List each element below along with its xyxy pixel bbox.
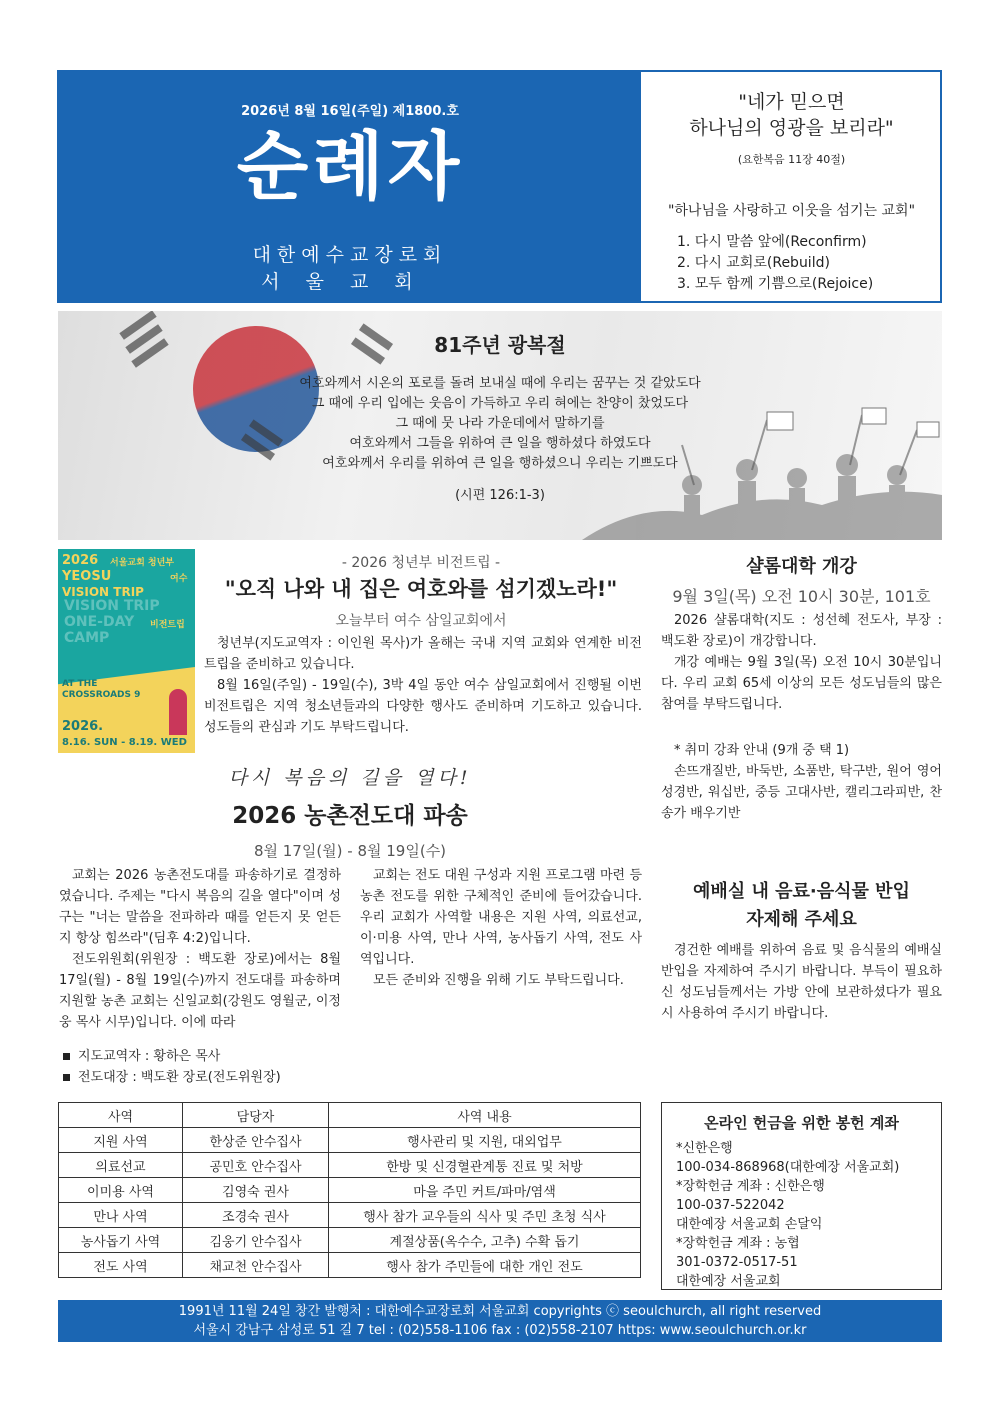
article-paragraph: 모든 준비와 진행을 위해 기도 부탁드립니다.: [373, 973, 624, 988]
list-item-text: 전도대장 : 백도환 장로(전도위원장): [78, 1070, 281, 1085]
article-paragraph: 개강 예배는 9월 3일(목) 오전 10시 30분입니다. 우리 교회 65세 이상의 모든 성도님들의 많은 참여를 부탁드립니다.: [661, 655, 942, 712]
table-row: [59, 1178, 641, 1203]
account-line: 301-0372-0517-51: [676, 1255, 798, 1270]
psalm-line: 여호와께서 그들을 위하여 큰 일을 행하셨다 하였도다: [349, 436, 651, 451]
table-header-cell: 담당자: [183, 1103, 329, 1128]
article-paragraph: 2026 샬롬대학(지도 : 성선혜 전도사, 부장 : 백도환 장로)이 개강합니다.: [661, 613, 942, 649]
psalm-line: 그 때에 우리 입에는 웃음이 가득하고 우리 혀에는 찬양이 찼었도다: [311, 396, 689, 411]
shalom-body: [661, 610, 942, 715]
poster-yeosu-ko: 여수: [170, 574, 188, 584]
theme-verse-reference: (요한복음 11장 40절): [737, 153, 846, 166]
article-paragraph: 교회는 2026 농촌전도대를 파송하기로 결정하였습니다. 주제는 "다시 복음의 길을 열다"이며 성구는 "너는 말씀을 전파하라 때를 얻든지 못 얻든지 항상 힘쓰라"(딤후 4:2)입니다.: [59, 868, 341, 946]
table-cell: 김영숙 권사: [183, 1178, 329, 1203]
poster-trip-ko: 비전트립: [150, 620, 185, 630]
account-line: 100-037-522042: [676, 1198, 785, 1213]
list-item: [63, 1046, 281, 1067]
table-row: [59, 1203, 641, 1228]
article-paragraph: 경건한 예배를 위하여 음료 및 음식물의 예배실 반입을 자제하여 주시기 바랍니다. 부득이 필요하신 성도님들께서는 가방 안에 보관하셨다가 필요시 사용하여 주시기 바랍니다.: [661, 943, 942, 1021]
poster-org: 서울교회 청년부: [110, 558, 174, 568]
notice-title-line: 예배실 내 음료·음식물 반입: [693, 881, 910, 902]
table-cell: 조경숙 권사: [183, 1203, 329, 1228]
list-item: [63, 1067, 281, 1088]
offering-account-box: [661, 1102, 942, 1290]
liberation-day-banner: [58, 311, 942, 540]
mission-leaders-list: [63, 1046, 281, 1088]
goal-item: 2. 다시 교회로(Rebuild): [677, 255, 830, 271]
table-cell: 채교천 안수집사: [183, 1253, 329, 1278]
hobby-title: * 취미 강좌 안내 (9개 중 택 1): [674, 743, 850, 758]
vision-trip-title: "오직 나와 내 집은 여호와를 섬기겠노라!": [224, 577, 618, 601]
poster-trip-en: VISION TRIP: [62, 585, 144, 599]
theme-verse-line2: 하나님의 영광을 보리라": [689, 116, 894, 139]
poster-crossroads: CROSSROADS 9: [62, 690, 141, 700]
poster-yeosu-en: YEOSU: [62, 569, 112, 584]
footer-publisher: 1991년 11월 24일 창간 발행처 : 대한예수교장로회 서울교회 copyrights ⓒ seoulchurch, all right reserved: [178, 1304, 822, 1319]
article-paragraph: 교회는 전도 대원 구성과 지원 프로그램 마련 등 농촌 전도를 위한 구체적인 준비에 들어갔습니다. 우리 교회가 사역할 내용은 지원 사역, 의료선교, 이·미용 사역, 만나 사역, 농사돕기 사역, 전도 사역입니다.: [360, 868, 642, 967]
table-cell: 농사돕기 사역: [59, 1228, 183, 1253]
account-title: 온라인 헌금을 위한 봉헌 계좌: [704, 1114, 899, 1132]
poster-ghost-text: VISION TRIP: [64, 598, 160, 614]
banner-title: 81주년 광복절: [434, 333, 566, 357]
table-header-row: [59, 1103, 641, 1128]
table-cell: 지원 사역: [59, 1128, 183, 1153]
bullet-square-icon: [63, 1074, 70, 1081]
notice-title: [661, 878, 942, 934]
table-cell: 한방 및 신경혈관계통 진료 및 처방: [329, 1153, 641, 1178]
table-cell: 마을 주민 커트/파마/염색: [329, 1178, 641, 1203]
account-line: 대한예장 서울교회: [676, 1274, 781, 1289]
poster-dates: 8.16. SUN - 8.19. WED: [62, 737, 187, 748]
shalom-hobby-section: [661, 740, 942, 824]
psalm-text: [58, 374, 942, 474]
church-goals: [677, 232, 873, 295]
mission-column-2: [360, 865, 642, 991]
vision-trip-kicker: - 2026 청년부 비전트립 -: [341, 555, 501, 571]
table-cell: 전도 사역: [59, 1253, 183, 1278]
account-line: 100-034-868968(대한예장 서울교회): [676, 1160, 900, 1175]
psalm-line: 여호와께서 우리를 위하여 큰 일을 행하셨으니 우리는 기쁘도다: [322, 456, 678, 471]
account-line: 대한예장 서울교회 손달익: [676, 1217, 823, 1232]
account-lines: [676, 1139, 899, 1291]
table-cell: 한상준 안수집사: [183, 1128, 329, 1153]
footer: [58, 1300, 942, 1342]
notice-body: [661, 940, 942, 1024]
denomination-name: 대한예수교장로회: [252, 244, 448, 266]
church-motto: "하나님을 사랑하고 이웃을 섬기는 교회": [667, 203, 916, 219]
vision-trip-body: [204, 633, 642, 738]
table-row: [59, 1253, 641, 1278]
masthead: [57, 70, 942, 303]
mission-roles-table: [58, 1102, 641, 1278]
bullet-square-icon: [63, 1053, 70, 1060]
issue-date: 2026년 8월 16일(주일) 제1800.호: [241, 104, 459, 119]
mission-slogan: 다시 복음의 길을 열다!: [228, 767, 472, 789]
table-cell: 공민호 안수집사: [183, 1153, 329, 1178]
poster-crossroads: AT THE: [62, 679, 98, 689]
mission-title: 2026 농촌전도대 파송: [232, 803, 468, 829]
goal-item: 3. 모두 함께 기쁨으로(Rejoice): [677, 276, 874, 292]
account-line: *신한은행: [676, 1141, 733, 1156]
vision-trip-subtitle: 오늘부터 여수 삼일교회에서: [335, 613, 507, 629]
table-cell: 행사 참가 교우들의 식사 및 주민 초청 식사: [329, 1203, 641, 1228]
psalm-line: 그 때에 뭇 나라 가운데에서 말하기를: [395, 416, 605, 431]
table-row: [59, 1153, 641, 1178]
masthead-verse-panel: [643, 72, 940, 301]
vision-trip-poster: [58, 549, 195, 753]
psalm-line: 여호와께서 시온의 포로를 돌려 보내실 때에 우리는 꿈꾸는 것 같았도다: [299, 376, 701, 391]
table-row: [59, 1128, 641, 1153]
poster-tower-graphic: [169, 689, 187, 735]
table-cell: 행사관리 및 지원, 대외업무: [329, 1128, 641, 1153]
table-cell: 의료선교: [59, 1153, 183, 1178]
table-cell: 만나 사역: [59, 1203, 183, 1228]
poster-year: 2026: [62, 553, 99, 568]
church-name: 서울교회: [261, 271, 439, 293]
table-cell: 이미용 사역: [59, 1178, 183, 1203]
poster-year2: 2026.: [62, 719, 104, 734]
mission-column-1: [59, 865, 341, 1033]
footer-address: 서울시 강남구 삼성로 51 길 7 tel : (02)558-1106 fax : (02)558-2107 https: www.seoulchurch.or.kr: [193, 1323, 807, 1338]
article-paragraph: 청년부(지도교역자 : 이인원 목사)가 올해는 국내 지역 교회와 연계한 비전트립을 준비하고 있습니다.: [204, 636, 642, 672]
theme-verse-line1: "네가 믿으면: [738, 91, 845, 113]
mission-dates: 8월 17일(월) - 8월 19일(수): [253, 842, 447, 860]
table-cell: 김웅기 안수집사: [183, 1228, 329, 1253]
goal-item: 1. 다시 말씀 앞에(Reconfirm): [677, 234, 867, 250]
account-line: *장학헌금 계좌 : 신한은행: [676, 1179, 825, 1194]
notice-title-line: 자제해 주세요: [746, 909, 857, 930]
masthead-title-panel: [59, 72, 641, 301]
poster-ghost-text: CAMP: [64, 630, 110, 646]
account-line: *장학헌금 계좌 : 농협: [676, 1236, 800, 1251]
table-row: [59, 1228, 641, 1253]
table-header-cell: 사역 내용: [329, 1103, 641, 1128]
shalom-title: 샬롬대학 개강: [746, 556, 857, 577]
table-header-cell: 사역: [59, 1103, 183, 1128]
newsletter-title: 순례자: [236, 124, 464, 210]
psalm-reference: (시편 126:1-3): [455, 488, 545, 503]
article-paragraph: 전도위원회(위원장 : 백도환 장로)에서는 8월 17일(월) - 8월 19일(수)까지 전도대를 파송하며 지원할 농촌 교회는 신일교회(강원도 영월군, 이정웅 목사 시무)입니다. 이에 따라: [59, 952, 341, 1030]
theme-verse: [643, 90, 940, 141]
hobby-list: 손뜨개질반, 바둑반, 소품반, 탁구반, 원어 영어 성경반, 워십반, 중등 고대사반, 캘리그라피반, 찬송가 배우기반: [661, 764, 942, 821]
shalom-subtitle: 9월 3일(목) 오전 10시 30분, 101호: [672, 587, 931, 606]
list-item-text: 지도교역자 : 황하은 목사: [78, 1049, 221, 1064]
poster-ghost-text: ONE-DAY: [64, 614, 135, 630]
table-cell: 행사 참가 주민들에 대한 개인 전도: [329, 1253, 641, 1278]
table-cell: 계절상품(옥수수, 고추) 수확 돕기: [329, 1228, 641, 1253]
article-paragraph: 8월 16일(주일) - 19일(수), 3박 4일 동안 여수 삼일교회에서 진행될 이번 비전트립은 지역 청소년들과의 다양한 행사도 준비하며 기도하고 있습니다. 성도들의 관심과 기도 부탁드립니다.: [204, 678, 642, 735]
